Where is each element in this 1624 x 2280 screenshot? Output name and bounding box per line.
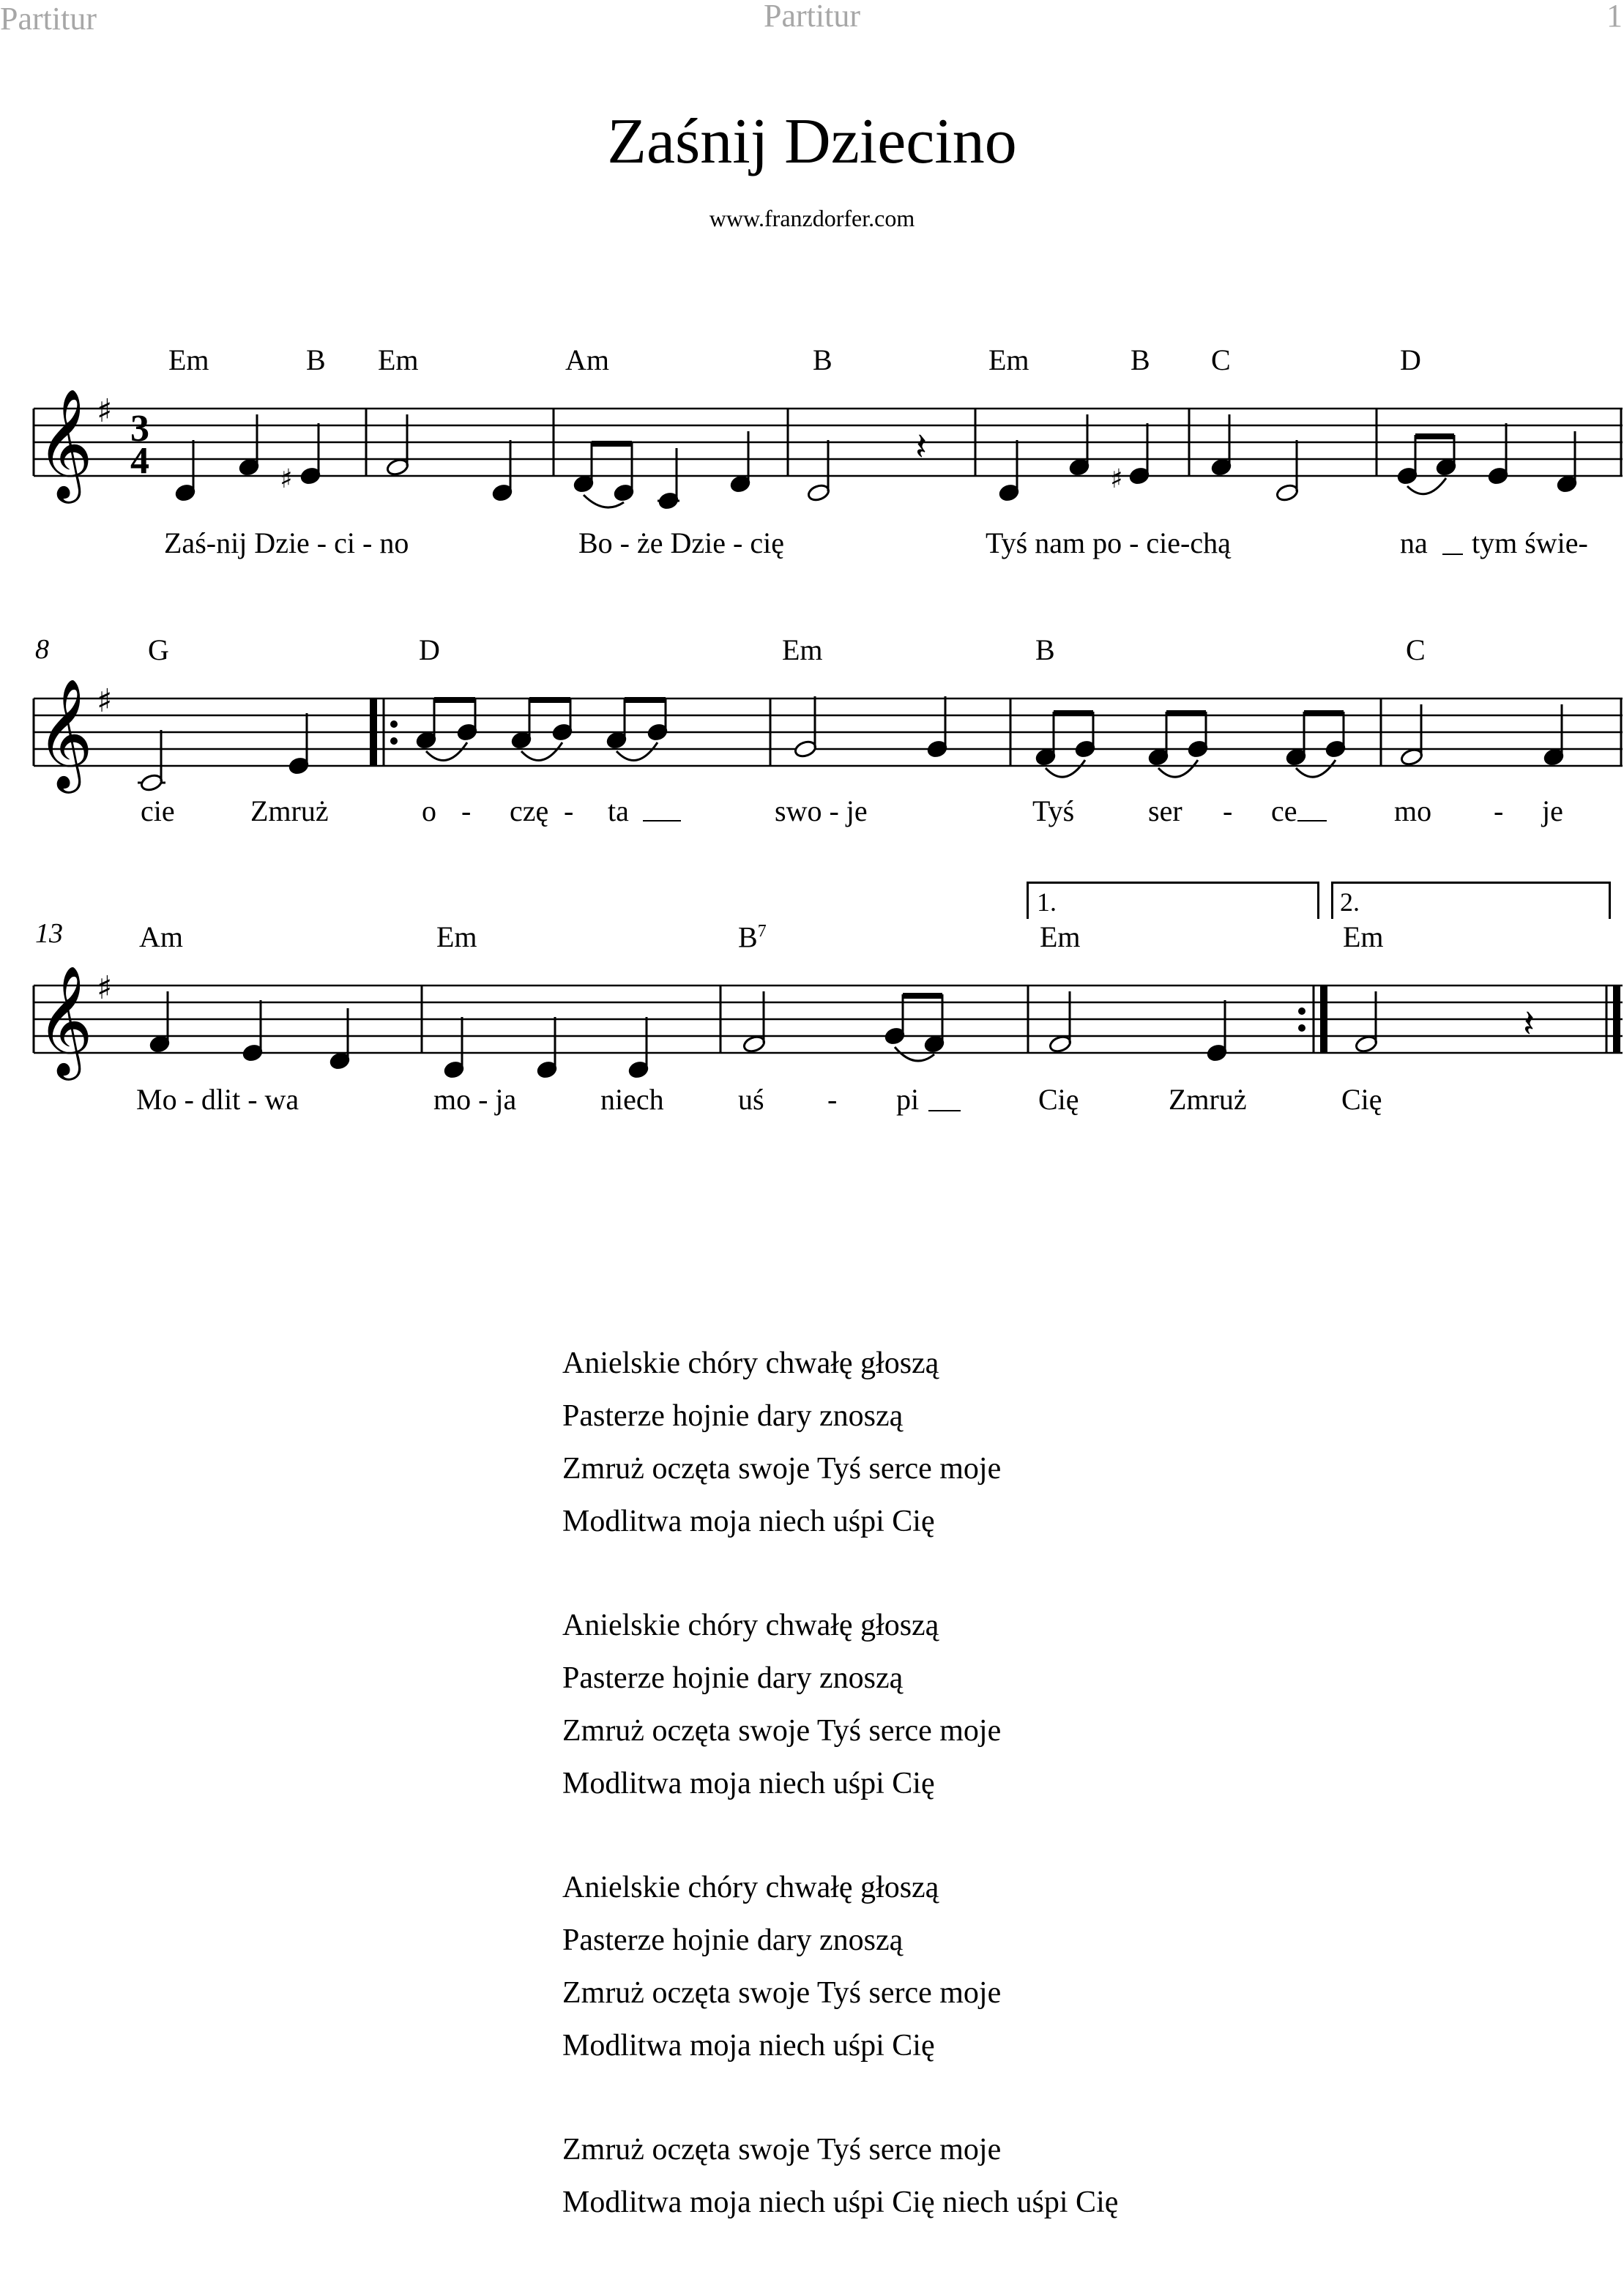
lyric-syllable: na xyxy=(1400,526,1428,559)
verse-line: Pasterze hojnie dary znoszą xyxy=(562,1661,904,1695)
lyric-syllable: Bo - że Dzie - cię xyxy=(578,526,784,559)
chord-symbol: Em xyxy=(1040,920,1081,953)
verse-line: Zmruż oczęta swoje Tyś serce moje xyxy=(562,1714,1002,1748)
chord-symbol: B xyxy=(306,343,326,376)
chord-symbol: C xyxy=(1406,633,1426,666)
melisma-extender xyxy=(1442,554,1463,555)
stanza xyxy=(562,2123,1118,2229)
chord-symbol: Em xyxy=(1343,920,1384,953)
lyric-syllable: pi xyxy=(896,1083,920,1116)
measure-number: 8 xyxy=(35,634,49,665)
page-number: 1 xyxy=(1606,0,1623,34)
svg-text:♯: ♯ xyxy=(280,464,293,494)
verse-line: Anielskie chóry chwałę głoszą xyxy=(562,1871,939,1904)
verse-line: Modlitwa moja niech uśpi Cię niech uśpi Cię xyxy=(562,2186,1119,2219)
lyric-syllable: ser xyxy=(1148,794,1182,827)
lyric-syllable: Zaś-nij Dzie - ci - no xyxy=(164,526,409,559)
chord-symbol: B xyxy=(1131,343,1150,376)
verse-line: Zmruż oczęta swoje Tyś serce moje xyxy=(562,1452,1002,1486)
lyric-syllable: uś xyxy=(738,1083,764,1116)
lyric-syllable: - xyxy=(564,794,574,827)
chord-symbol: Em xyxy=(436,920,477,953)
lyric-syllable: ce xyxy=(1271,794,1297,827)
lyric-syllable: mo - ja xyxy=(433,1083,517,1116)
verse-line: Modlitwa moja niech uśpi Cię xyxy=(562,1505,935,1538)
lyric-syllable: o xyxy=(422,794,436,827)
lyric-syllable: je xyxy=(1542,794,1563,827)
lyric-syllable: niech xyxy=(600,1083,664,1116)
treble-clef-icon: 𝄞 xyxy=(37,677,93,789)
repeat-dot xyxy=(390,720,398,728)
time-sig-top: 3 xyxy=(130,408,149,450)
lyric-syllable: Cię xyxy=(1341,1083,1382,1116)
staff-system-1 xyxy=(0,337,1624,571)
lyric-syllable: - xyxy=(827,1083,838,1116)
chord-symbol: Em xyxy=(168,343,209,376)
chord-symbol: G xyxy=(148,633,169,666)
lyric-syllable: Zmruż xyxy=(1169,1083,1247,1116)
stanza xyxy=(562,1337,1118,1548)
lyric-syllable: Mo - dlit - wa xyxy=(136,1083,299,1116)
chord-symbol: Em xyxy=(782,633,823,666)
verse-line: Pasterze hojnie dary znoszą xyxy=(562,1399,904,1433)
chord-symbol: D xyxy=(1400,343,1421,376)
lyric-syllable: - xyxy=(1223,794,1233,827)
lyric-syllable: mo xyxy=(1394,794,1432,827)
verse-line: Anielskie chóry chwałę głoszą xyxy=(562,1609,939,1642)
chord-symbol: Em xyxy=(988,343,1029,376)
lyric-syllable: - xyxy=(461,794,472,827)
quarter-rest-icon: 𝄽 xyxy=(915,425,927,469)
chord-symbol: B xyxy=(1035,633,1055,666)
verse-line: Modlitwa moja niech uśpi Cię xyxy=(562,1767,935,1800)
lyric-syllable: Tyś xyxy=(1032,794,1075,827)
chord-symbol: $B^7$ xyxy=(738,920,767,954)
verse-line: Zmruż oczęta swoje Tyś serce moje xyxy=(562,2133,1002,2167)
repeat-dot xyxy=(390,737,398,745)
chord-symbol: Am xyxy=(139,920,183,953)
repeat-dot xyxy=(1298,1007,1305,1015)
chord-symbol: C xyxy=(1211,343,1231,376)
melisma-extender xyxy=(643,820,681,822)
chord-symbol: D xyxy=(419,633,440,666)
lyric-syllable: czę xyxy=(510,794,549,827)
verse-text-block xyxy=(562,1337,1118,2280)
lyric-syllable: cie xyxy=(141,794,175,827)
lyric-syllable: Zmruż xyxy=(250,794,329,827)
verse-line: Anielskie chóry chwałę głoszą xyxy=(562,1346,939,1380)
lyric-syllable: Tyś nam po - cie-chą xyxy=(986,526,1231,559)
chord-symbol: B xyxy=(813,343,833,376)
svg-text:♯: ♯ xyxy=(1110,464,1123,494)
header-left-label: Partitur xyxy=(0,1,97,37)
lyric-syllable: - xyxy=(1494,794,1504,827)
verse-line: Pasterze hojnie dary znoszą xyxy=(562,1923,904,1957)
volta-label-1: 1. xyxy=(1037,887,1057,917)
lyric-syllable: swo - je xyxy=(775,794,868,827)
lyric-syllable: ta xyxy=(608,794,629,827)
chord-symbol: Em xyxy=(378,343,419,376)
melisma-extender xyxy=(928,1110,961,1111)
score-title: Zaśnij Dziecino xyxy=(607,106,1017,177)
repeat-dot xyxy=(1298,1024,1305,1032)
time-sig-bottom: 4 xyxy=(130,440,149,482)
lyric-syllable: tym świe- xyxy=(1472,526,1588,559)
stanza xyxy=(562,1599,1118,1810)
lyric-syllable: Cię xyxy=(1038,1083,1079,1116)
stanza xyxy=(562,1861,1118,2072)
staff-system-2 xyxy=(0,627,1624,861)
volta-label-2: 2. xyxy=(1340,887,1360,917)
header-center-label: Partitur xyxy=(764,0,860,34)
treble-clef-icon: 𝄞 xyxy=(37,964,93,1076)
verse-line: Zmruż oczęta swoje Tyś serce moje xyxy=(562,1976,1002,2010)
key-sharp-icon: ♯ xyxy=(97,682,113,720)
key-sharp-icon: ♯ xyxy=(97,392,113,430)
treble-clef-icon: 𝄞 xyxy=(37,387,93,499)
measure-number: 13 xyxy=(35,918,63,949)
quarter-rest-icon: 𝄽 xyxy=(1523,1002,1535,1046)
verse-line: Modlitwa moja niech uśpi Cię xyxy=(562,2029,935,2063)
source-url: www.franzdorfer.com xyxy=(709,205,915,231)
key-sharp-icon: ♯ xyxy=(97,969,113,1007)
chord-symbol: Am xyxy=(565,343,609,376)
staff-system-3 xyxy=(0,879,1624,1142)
melisma-extender xyxy=(1297,820,1327,822)
